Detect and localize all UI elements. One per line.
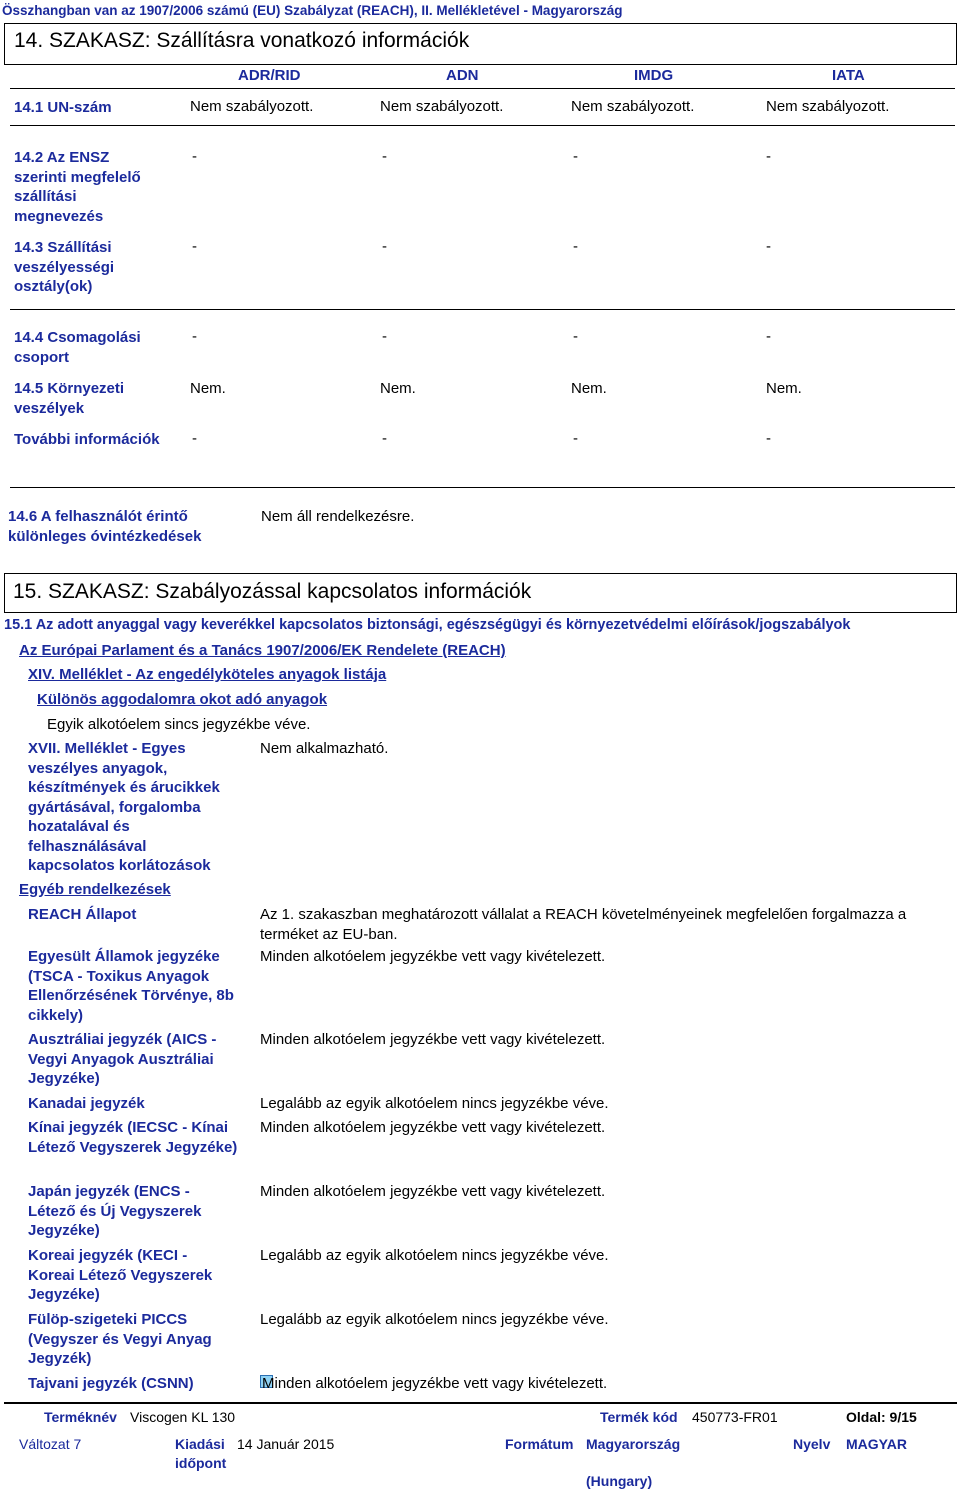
eu-regulation-heading: Az Európai Parlament és a Tanács 1907/2006/EK Rendelete (REACH) [19,642,506,659]
special-precautions-value: Nem áll rendelkezésre. [261,508,415,525]
col-header-imdg: IMDG [634,67,674,84]
inventory-value-korea: Legalább az egyik alkotóelem nincs jegyzékbe véve. [260,1247,609,1264]
footer-rule [4,1402,957,1404]
shipping-name-adn: - [382,148,387,165]
un-number-imdg: Nem szabályozott. [571,98,695,115]
col-header-adn: ADN [446,67,479,84]
further-info-imdg: - [573,430,578,447]
footer-language-label: Nyelv [793,1436,831,1452]
inventory-label-taiwan: Tajvani jegyzék (CSNN) [28,1375,194,1392]
footer-version: Változat 7 [19,1436,82,1452]
inventory-label-canada: Kanadai jegyzék [28,1095,145,1112]
inventory-value-china: Minden alkotóelem jegyzékbe vett vagy kivételezett. [260,1119,606,1136]
row-rule [10,487,955,488]
row-shipping-name-label: 14.2 Az ENSZ szerinti megfelelő szállítási megnevezés [14,149,141,225]
shipping-name-imdg: - [573,148,578,165]
footer-issue-date-label-2: időpont [175,1455,227,1471]
footer-product-name: Viscogen KL 130 [130,1409,236,1425]
row-env-hazard-label: 14.5 Környezeti veszélyek [14,380,125,417]
un-number-adr: Nem szabályozott. [190,98,314,115]
env-hazard-adn: Nem. [380,380,416,397]
special-precautions-label: 14.6 A felhasználót érintő különleges óvintézkedések [8,508,202,545]
section-15-title: 15. SZAKASZ: Szabályozással kapcsolatos információk [13,580,532,603]
packing-group-adn: - [382,328,387,345]
env-hazard-adr: Nem. [190,380,226,397]
row-hazard-class-label: 14.3 Szállítási veszélyességi osztály(ok) [14,239,115,295]
packing-group-adr: - [192,328,197,345]
inventory-label-tsca: Egyesült Államok jegyzéke (TSCA - Toxikus Anyagok Ellenőrzésének Törvénye, 8b cikkely) [28,948,234,1024]
row-un-number-label: 14.1 UN-szám [14,99,112,116]
shipping-name-adr: - [192,148,197,165]
section-14-title: 14. SZAKASZ: Szállításra vonatkozó információk [14,29,470,52]
section-15-1-subtitle: 15.1 Az adott anyaggal vagy keverékkel kapcsolatos biztonsági, egészségügyi és környezetvédelmi előírások/jogszabályok [4,617,851,633]
inventory-label-korea: Koreai jegyzék (KECI - Koreai Létező Vegyszerek Jegyzéke) [28,1247,213,1303]
svhc-value: Egyik alkotóelem sincs jegyzékbe véve. [47,716,311,733]
footer-format-value: Magyarország [586,1436,681,1452]
table-header-rule [10,88,955,89]
hazard-class-imdg: - [573,238,578,255]
inventory-label-china: Kínai jegyzék (IECSC - Kínai Létező Vegyszerek Jegyzéke) [28,1119,238,1156]
col-header-adr: ADR/RID [238,67,301,84]
document-header: Összhangban van az 1907/2006 számú (EU) Szabályzat (REACH), II. Mellékletével - Magyarország [2,3,623,18]
inventory-label-philippines: Fülöp-szigeteki PICCS (Vegyszer és Vegyi Anyag Jegyzék) [28,1311,212,1367]
other-regulations-heading: Egyéb rendelkezések [19,881,171,898]
packing-group-iata: - [766,328,771,345]
footer-product-name-label: Terméknév [44,1409,117,1425]
hazard-class-adr: - [192,238,197,255]
footer-issue-date: 14 Január 2015 [237,1436,335,1452]
inventory-value-aics: Minden alkotóelem jegyzékbe vett vagy kivételezett. [260,1031,606,1048]
footer-product-code-label: Termék kód [600,1409,678,1425]
row-rule [10,309,955,310]
annex-xiv-heading: XIV. Melléklet - Az engedélyköteles anyagok listája [28,666,387,683]
further-info-iata: - [766,430,771,447]
annex-xvii-label: XVII. Melléklet - Egyes veszélyes anyagok, készítmények és árucikkek gyártásával, forgalomba hozatalával és felhasználásával kapcsolatos korlátozások [28,740,220,874]
hazard-class-adn: - [382,238,387,255]
svhc-heading: Különös aggodalomra okot adó anyagok [37,691,328,708]
shipping-name-iata: - [766,148,771,165]
hazard-class-iata: - [766,238,771,255]
col-header-iata: IATA [832,67,865,84]
footer-format-label: Formátum [505,1436,574,1452]
footer-format-value-hungary: (Hungary) [586,1473,653,1489]
inventory-label-reach: REACH Állapot [28,906,137,923]
row-rule [10,125,955,126]
un-number-adn: Nem szabályozott. [380,98,504,115]
env-hazard-iata: Nem. [766,380,802,397]
un-number-iata: Nem szabályozott. [766,98,890,115]
annex-xvii-value: Nem alkalmazható. [260,740,389,757]
further-info-adr: - [192,430,197,447]
inventory-value-taiwan: Minden alkotóelem jegyzékbe vett vagy kivételezett. [262,1375,608,1392]
footer-language-value: MAGYAR [846,1436,907,1452]
further-info-adn: - [382,430,387,447]
packing-group-imdg: - [573,328,578,345]
inventory-label-japan: Japán jegyzék (ENCS - Létező és Új Vegyszerek Jegyzéke) [28,1183,202,1239]
footer-product-code: 450773-FR01 [692,1409,778,1425]
env-hazard-imdg: Nem. [571,380,607,397]
footer-page-number: Oldal: 9/15 [846,1409,917,1425]
inventory-value-reach: Az 1. szakaszban meghatározott vállalat a REACH követelményeinek megfelelően forgalmazza a terméket az EU-ban. [260,906,907,943]
row-further-info-label: További információk [14,431,160,448]
inventory-value-philippines: Legalább az egyik alkotóelem nincs jegyzékbe véve. [260,1311,609,1328]
inventory-value-tsca: Minden alkotóelem jegyzékbe vett vagy kivételezett. [260,948,606,965]
footer-issue-date-label-1: Kiadási [175,1436,225,1452]
inventory-value-japan: Minden alkotóelem jegyzékbe vett vagy kivételezett. [260,1183,606,1200]
row-packing-group-label: 14.4 Csomagolási csoport [14,329,141,366]
inventory-label-aics: Ausztráliai jegyzék (AICS - Vegyi Anyagok Ausztráliai Jegyzéke) [28,1031,217,1087]
inventory-value-canada: Legalább az egyik alkotóelem nincs jegyzékbe véve. [260,1095,609,1112]
